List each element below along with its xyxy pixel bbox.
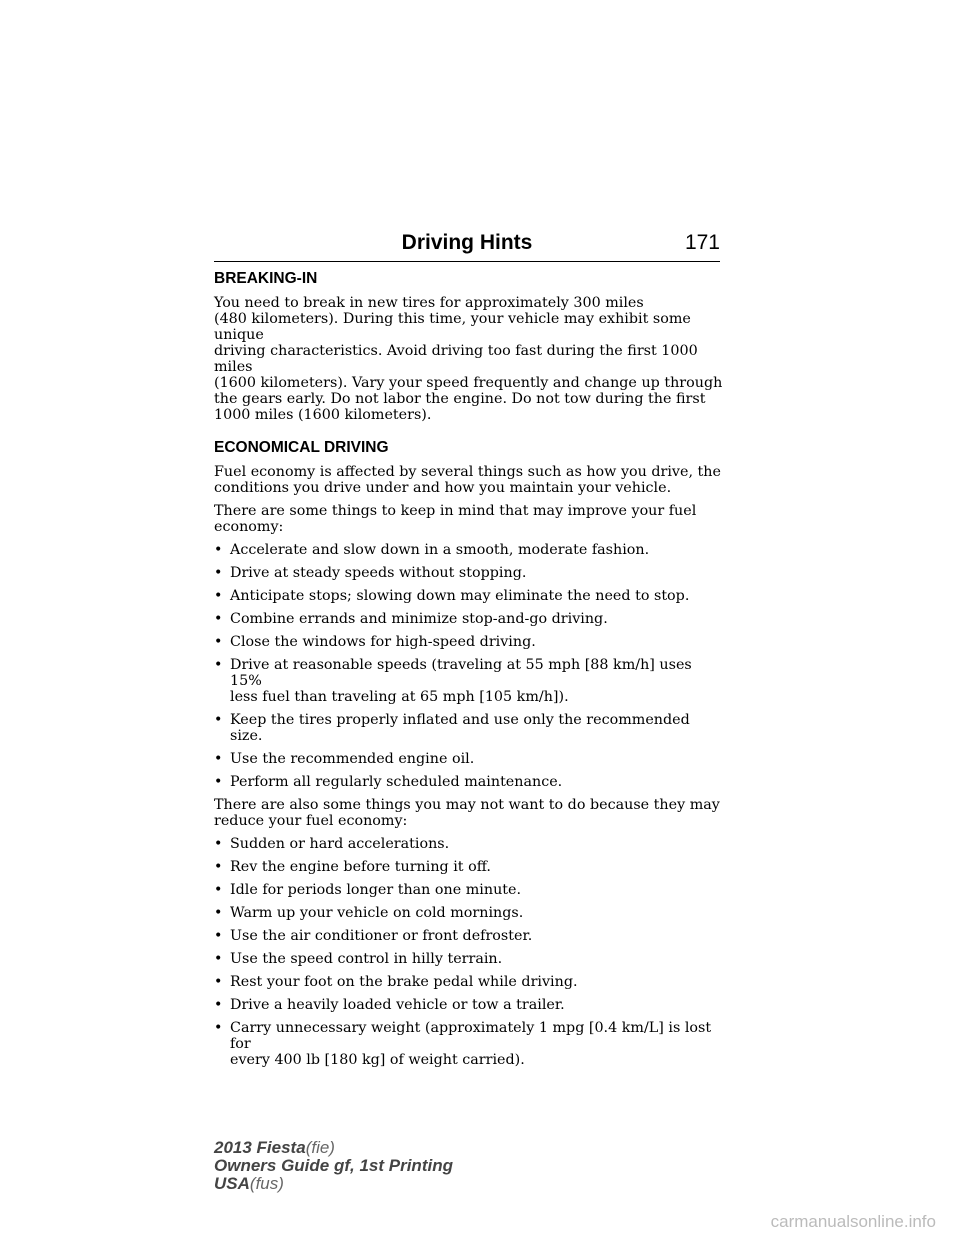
bullet-icon: •	[214, 859, 223, 875]
list-item: • Rev the engine before turning it off.	[214, 859, 491, 875]
list-item: • Rest your foot on the brake pedal while driving.	[214, 974, 578, 990]
reduce-intro-paragraph	[214, 797, 724, 829]
text-line: economy:	[214, 519, 284, 535]
section-heading-economical-driving: ECONOMICAL DRIVING	[214, 439, 389, 456]
page-content	[214, 270, 724, 1075]
text-line: Fuel economy is affected by several things such as how you drive, the	[214, 464, 721, 480]
text-line: There are some things to keep in mind that may improve your fuel	[214, 503, 697, 519]
list-item: • Keep the tires properly inflated and use only the recommended size.	[214, 712, 690, 744]
section-heading-breaking-in: BREAKING-IN	[214, 270, 318, 287]
improve-intro-paragraph	[214, 503, 724, 535]
text-line: (480 kilometers). During this time, your vehicle may exhibit some unique	[214, 311, 691, 343]
text-line: the gears early. Do not labor the engine. Do not tow during the first	[214, 391, 706, 407]
list-item: • Close the windows for high-speed driving.	[214, 634, 536, 650]
bullet-icon: •	[214, 974, 223, 990]
text-line: driving characteristics. Avoid driving too fast during the first 1000 miles	[214, 343, 698, 375]
footer-line-guide	[214, 1157, 453, 1175]
bullet-icon: •	[214, 634, 223, 650]
text-line: reduce your fuel economy:	[214, 813, 408, 829]
page-number: 171	[684, 231, 720, 254]
guide-edition: Owners Guide gf, 1st Printing	[214, 1156, 453, 1175]
list-item: • Use the recommended engine oil.	[214, 751, 475, 767]
footer-line-model	[214, 1139, 453, 1157]
list-item: • Combine errands and minimize stop-and-go driving.	[214, 611, 608, 627]
market-name: USA	[214, 1174, 250, 1193]
watermark: carmanualsonline.info	[770, 1212, 936, 1231]
text-line: You need to break in new tires for approximately 300 miles	[214, 295, 644, 311]
list-item: • Warm up your vehicle on cold mornings.	[214, 905, 524, 921]
bullet-icon: •	[214, 542, 223, 558]
bullet-icon: •	[214, 657, 223, 673]
text-line: 1000 miles (1600 kilometers).	[214, 407, 432, 423]
bullet-icon: •	[214, 588, 223, 604]
text-line: There are also some things you may not want to do because they may	[214, 797, 720, 813]
text-line: (1600 kilometers). Vary your speed frequently and change up through	[214, 375, 723, 391]
bullet-icon: •	[214, 882, 223, 898]
bullet-icon: •	[214, 565, 223, 581]
list-item: • Use the air conditioner or front defroster.	[214, 928, 533, 944]
bullet-icon: •	[214, 774, 223, 790]
economy-intro-paragraph	[214, 464, 724, 496]
list-item: • Carry unnecessary weight (approximately 1 mpg [0.4 km/L] is lost for every 400 lb [180 kg] of weight carried).	[214, 1020, 712, 1068]
list-item: • Drive a heavily loaded vehicle or tow a trailer.	[214, 997, 565, 1013]
list-item: • Accelerate and slow down in a smooth, moderate fashion.	[214, 542, 650, 558]
page-footer	[214, 1139, 453, 1193]
breaking-in-paragraph	[214, 295, 724, 423]
bullet-icon: •	[214, 997, 223, 1013]
model-name: 2013 Fiesta	[214, 1138, 306, 1157]
list-item: • Sudden or hard accelerations.	[214, 836, 450, 852]
list-item: • Anticipate stops; slowing down may eliminate the need to stop.	[214, 588, 690, 604]
bullet-icon: •	[214, 751, 223, 767]
footer-line-market	[214, 1175, 453, 1193]
list-item: • Idle for periods longer than one minute.	[214, 882, 522, 898]
bullet-icon: •	[214, 712, 223, 728]
model-code: (fie)	[305, 1138, 335, 1157]
bullet-icon: •	[214, 611, 223, 627]
list-item: • Drive at reasonable speeds (traveling at 55 mph [88 km/h] uses 15% less fuel than traveling at 65 mph [105 km/h]).	[214, 657, 692, 705]
bullet-icon: •	[214, 905, 223, 921]
bullet-icon: •	[214, 951, 223, 967]
list-item: • Use the speed control in hilly terrain.	[214, 951, 503, 967]
market-code: (fus)	[249, 1174, 284, 1193]
text-line: conditions you drive under and how you maintain your vehicle.	[214, 480, 672, 496]
bullet-icon: •	[214, 1020, 223, 1036]
page-header	[214, 231, 720, 262]
page-title: Driving Hints	[401, 231, 533, 254]
bullet-icon: •	[214, 928, 223, 944]
bullet-icon: •	[214, 836, 223, 852]
list-item: • Drive at steady speeds without stopping.	[214, 565, 527, 581]
list-item: • Perform all regularly scheduled maintenance.	[214, 774, 563, 790]
